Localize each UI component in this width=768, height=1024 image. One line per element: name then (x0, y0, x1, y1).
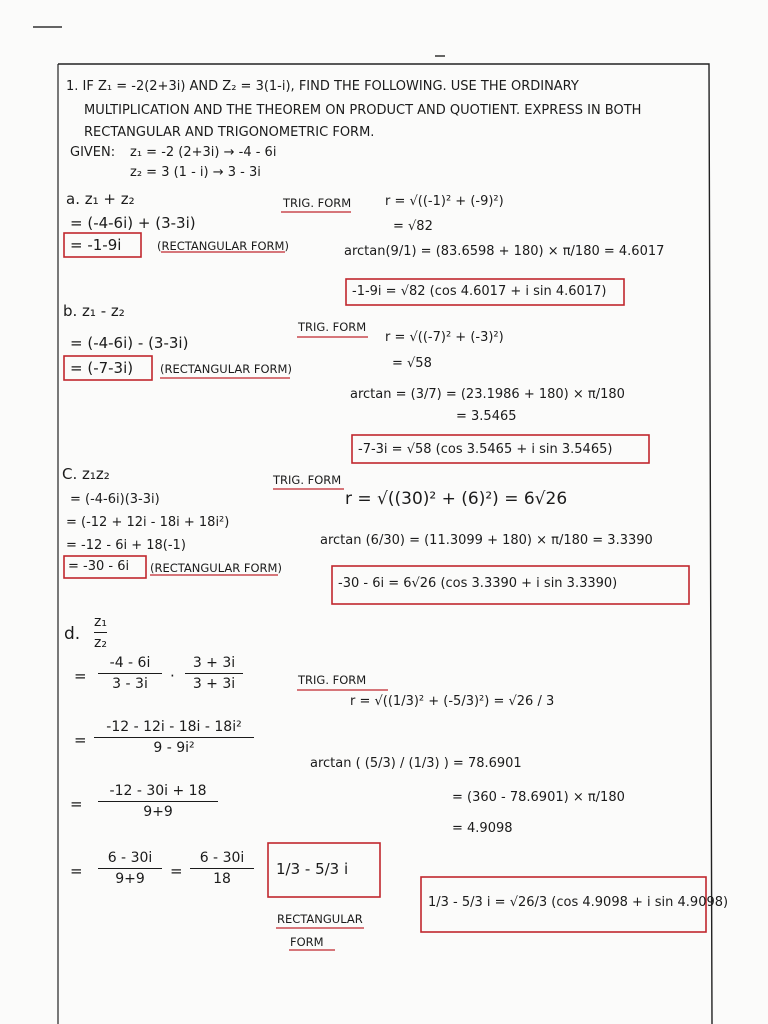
part-d-arctan: arctan ( (5/3) / (1/3) ) = 78.6901 (310, 756, 522, 771)
step1-num-b: 3 + 3i (192, 655, 236, 671)
step4-frac-b (190, 850, 254, 887)
step3-num: -12 - 30i + 18 (109, 783, 207, 799)
part-b-arctan2: = 3.5465 (456, 409, 517, 424)
part-b-trig-label: TRIG. FORM (298, 320, 367, 334)
step1-dot: · (170, 667, 175, 685)
part-c-arctan: arctan (6/30) = (11.3099 + 180) × π/180 = 3.3390 (320, 533, 653, 548)
step2-den: 9 - 9i² (153, 740, 195, 756)
part-b-final: -7-3i = √58 (cos 3.5465 + i sin 3.5465) (358, 442, 613, 457)
part-a-r1: r = √((-1)² + (-9)²) (385, 194, 504, 209)
part-c-rect-label: (RECTANGULAR FORM) (150, 561, 282, 575)
part-a-answer: = -1-9i (70, 236, 122, 254)
part-a-label: a. z₁ + z₂ (66, 190, 135, 208)
part-b-answer: = (-7-3i) (70, 359, 134, 377)
part-d-r1: r = √((1/3)² + (-5/3)²) = √26 / 3 (350, 694, 555, 709)
part-a-rect-label: (RECTANGULAR FORM) (157, 239, 289, 253)
problem-line-2: MULTIPLICATION AND THE THEOREM ON PRODUCT AND QUOTIENT. EXPRESS IN BOTH (84, 103, 642, 118)
given-label: GIVEN: (70, 145, 116, 160)
part-c-final: -30 - 6i = 6√26 (cos 3.3390 + i sin 3.3390) (338, 576, 618, 591)
z2-symbol: z₂ (94, 635, 107, 651)
step1-den-a: 3 - 3i (112, 676, 148, 692)
part-a-trig-label: TRIG. FORM (283, 196, 352, 210)
part-a-r2: = √82 (393, 219, 433, 234)
part-b-rect-label: (RECTANGULAR FORM) (160, 362, 292, 376)
part-d-arctan2: = (360 - 78.6901) × π/180 (452, 790, 625, 805)
part-b-r2: = √58 (392, 356, 432, 371)
problem-line-3: RECTANGULAR AND TRIGONOMETRIC FORM. (84, 125, 375, 140)
part-b-arctan: arctan = (3/7) = (23.1986 + 180) × π/180 (350, 387, 625, 402)
step2-num: -12 - 12i - 18i - 18i² (106, 719, 242, 735)
step3-den: 9+9 (143, 804, 173, 820)
step1-num-a: -4 - 6i (109, 655, 151, 671)
part-b-label: b. z₁ - z₂ (63, 302, 125, 320)
part-c-answer: = -30 - 6i (68, 559, 130, 574)
part-c-r1: r = √((30)² + (6)²) = 6√26 (345, 489, 568, 509)
part-d-arctan3: = 4.9098 (452, 821, 513, 836)
problem-line-1: 1. IF Z₁ = -2(2+3i) AND Z₂ = 3(1-i), FIND THE FOLLOWING. USE THE ORDINARY (66, 79, 579, 94)
step4-den-a: 9+9 (115, 871, 145, 887)
part-d-rect-label-1: RECTANGULAR (277, 912, 363, 926)
part-c-step3: = -12 - 6i + 18(-1) (66, 538, 186, 553)
part-c-step1: = (-4-6i)(3-3i) (70, 492, 160, 507)
part-c-trig-label: TRIG. FORM (273, 473, 342, 487)
part-d-label: d. (64, 624, 81, 644)
step1-den-b: 3 + 3i (192, 676, 236, 692)
part-d-final: 1/3 - 5/3 i = √26/3 (cos 4.9098 + i sin 4.9098) (428, 895, 729, 910)
given-z1: z₁ = -2 (2+3i) → -4 - 6i (130, 145, 277, 160)
step2-frac (94, 719, 254, 756)
part-b-r1: r = √((-7)² + (-3)²) (385, 330, 504, 345)
step4-num-b: 6 - 30i (199, 850, 245, 866)
part-d-title-frac (94, 614, 107, 651)
part-a-arctan: arctan(9/1) = (83.6598 + 180) × π/180 = 4.6017 (344, 244, 665, 259)
given-z2: z₂ = 3 (1 - i) → 3 - 3i (130, 165, 261, 180)
part-a-step1: = (-4-6i) + (3-3i) (70, 214, 196, 232)
z1-symbol: z₁ (94, 614, 107, 630)
step4-frac-a (98, 850, 162, 887)
step1-frac-a (98, 655, 162, 692)
part-c-label: C. z₁z₂ (62, 465, 110, 483)
step4-num-a: 6 - 30i (107, 850, 153, 866)
part-d-rect-label-2: FORM (290, 935, 324, 949)
step4-den-b: 18 (213, 871, 231, 887)
step1-frac-b (185, 655, 243, 692)
part-b-step1: = (-4-6i) - (3-3i) (70, 334, 189, 352)
part-d-answer: 1/3 - 5/3 i (276, 860, 349, 878)
part-c-step2: = (-12 + 12i - 18i + 18i²) (66, 515, 230, 530)
part-d-trig-label: TRIG. FORM (298, 673, 367, 687)
part-a-final: -1-9i = √82 (cos 4.6017 + i sin 4.6017) (352, 284, 607, 299)
step3-frac (98, 783, 218, 820)
